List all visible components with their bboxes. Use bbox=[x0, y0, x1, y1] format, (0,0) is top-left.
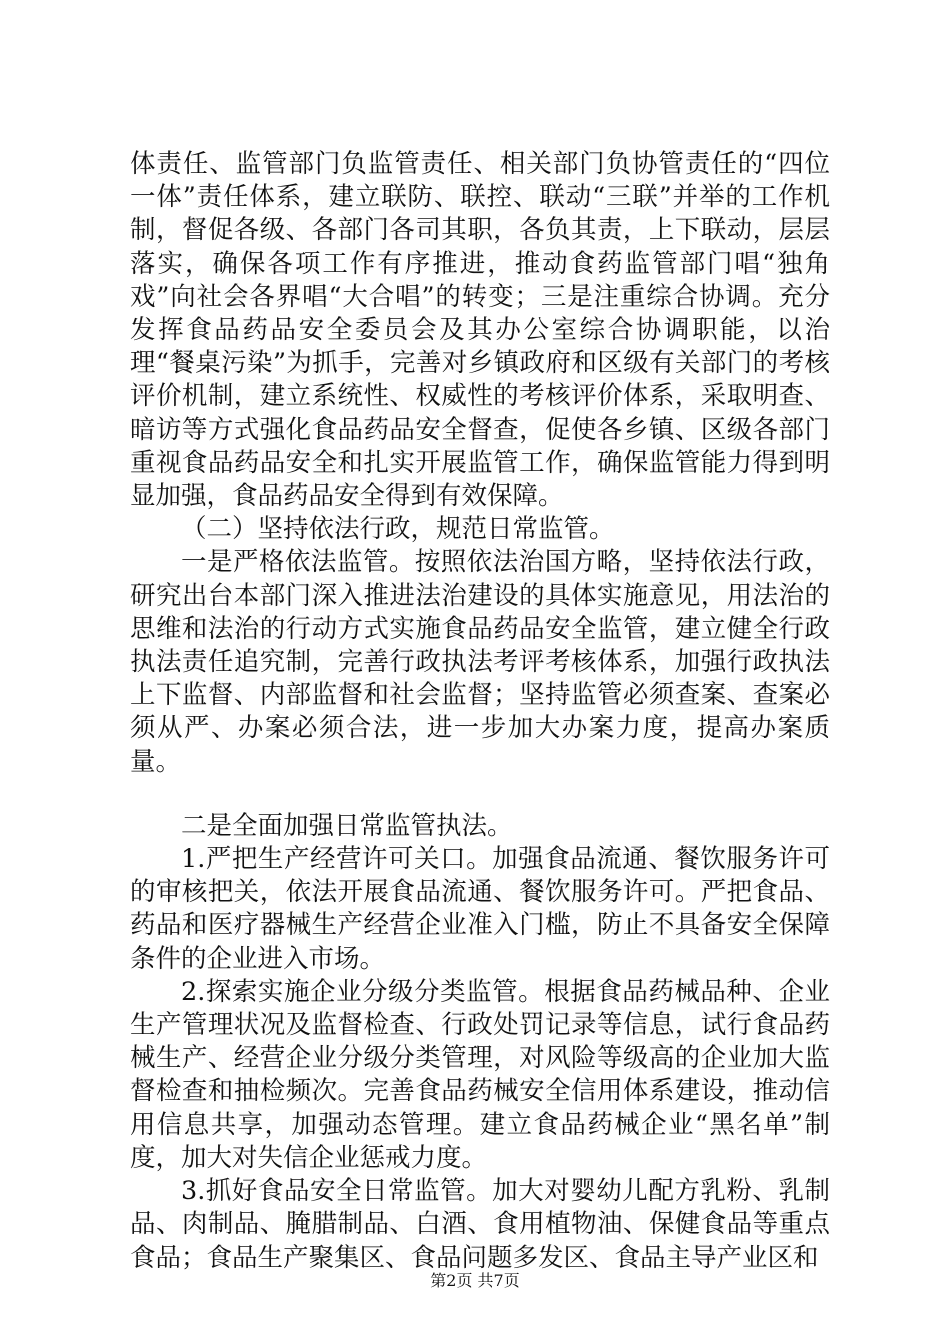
page-footer: 第2页 共7页 bbox=[430, 1271, 520, 1290]
paragraph-spacer bbox=[130, 779, 830, 810]
section-heading-law-based-administration: （二）坚持依法行政，规范日常监管。 bbox=[181, 514, 615, 545]
paragraph-strict-supervision: 一是严格依法监管。按照依法治国方略，坚持依法行政，研究出台本部门深入推进法治建设的具体实施意见，用法治的思维和法治的行动方式实施食品药品安全监管，建立健全行政执法责任追究制，完善行政执法考评考核体系，加强行政执法上下监督、内部监督和社会监督；坚持监管必须查案、查案必须从严、办案必须合法，进一步加大办案力度，提高办案质量。 bbox=[130, 547, 830, 777]
list-item-license-control: 1.严把生产经营许可关口。加强食品流通、餐饮服务许可的审核把关，依法开展食品流通、餐饮服务许可。严把食品、药品和医疗器械生产经营企业准入门槛，防止不具备安全保障条件的企业进入市场。 bbox=[130, 844, 830, 974]
list-item-food-safety-daily: 3.抓好食品安全日常监管。加大对婴幼儿配方乳粉、乳制品、肉制品、腌腊制品、白酒、食用植物油、保健食品等重点食品；食品生产聚集区、食品问题多发区、食品主导产业区和 bbox=[130, 1176, 830, 1273]
document-body bbox=[130, 148, 830, 1275]
list-item-graded-supervision: 2.探索实施企业分级分类监管。根据食品药械品种、企业生产管理状况及监督检查、行政处罚记录等信息，试行食品药械生产、经营企业分级分类管理，对风险等级高的企业加大监督检查和抽检频次。完善食品药械安全信用体系建设，推动信用信息共享，加强动态管理。建立食品药械企业“黑名单”制度，加大对失信企业惩戒力度。 bbox=[130, 976, 830, 1173]
paragraph-responsibility-system: 体责任、监管部门负监管责任、相关部门负协管责任的“四位一体”责任体系，建立联防、联控、联动“三联”并举的工作机制，督促各级、各部门各司其职，各负其责，上下联动，层层落实，确保各项工作有序推进，推动食药监管部门唱“独角戏”向社会各界唱“大合唱”的转变；三是注重综合协调。充分发挥食品药品安全委员会及其办公室综合协调职能，以治理“餐桌污染”为抓手，完善对乡镇政府和区级有关部门的考核评价机制，建立系统性、权威性的考核评价体系，采取明查、暗访等方式强化食品药品安全督查，促使各乡镇、区级各部门重视食品药品安全和扎实开展监管工作，确保监管能力得到明显加强，食品药品安全得到有效保障。 bbox=[130, 149, 830, 512]
paragraph-daily-enforcement: 二是全面加强日常监管执法。 bbox=[181, 810, 513, 841]
